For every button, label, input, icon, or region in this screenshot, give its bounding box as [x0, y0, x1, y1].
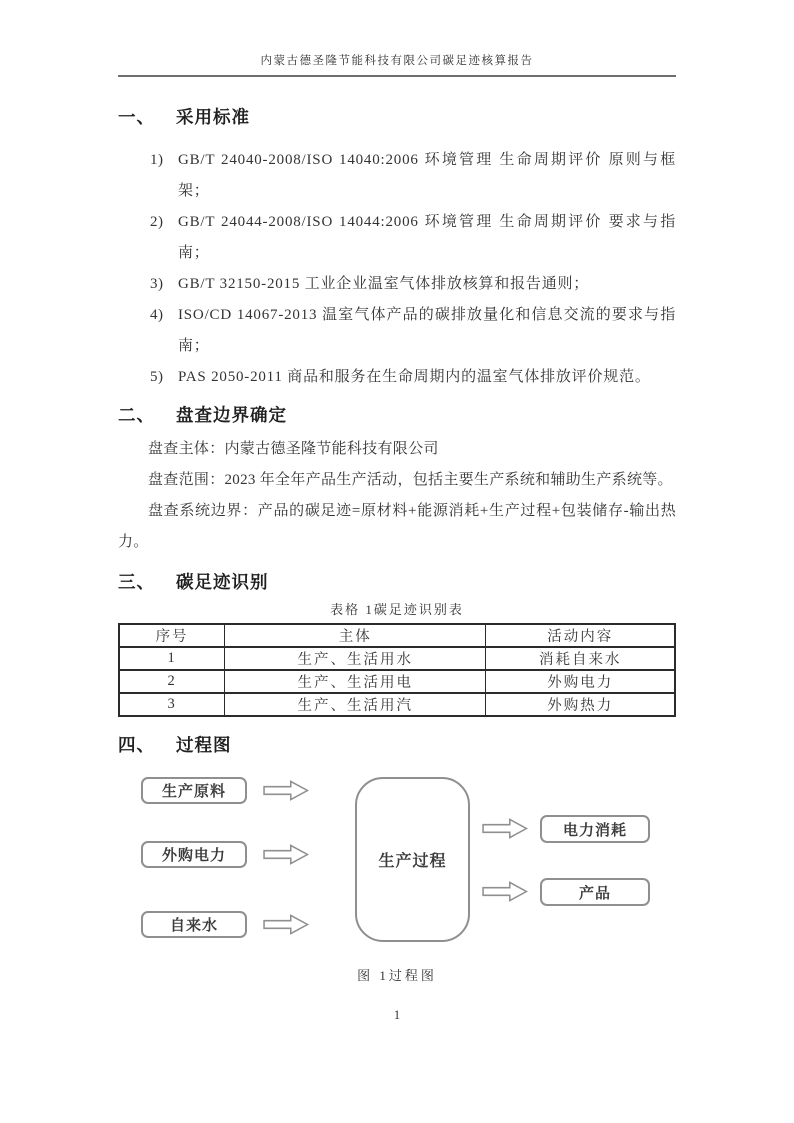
diagram-input-box-tap-water: 自来水 [141, 911, 247, 938]
standard-item-text: GB/T 24044-2008/ISO 14044:2006 环境管理 生命周期评价 要求与指南； [178, 214, 676, 261]
section-title: 盘查边界确定 [176, 405, 287, 425]
section-heading-identification [118, 567, 676, 597]
section-heading-process-diagram [118, 730, 676, 760]
table-row [119, 647, 675, 670]
standard-item-text: ISO/CD 14067-2013 温室气体产品的碳排放量化和信息交流的要求与指南； [178, 307, 676, 354]
diagram-output-box-electricity-consumption: 电力消耗 [540, 815, 650, 843]
standard-item-number: 3) [150, 276, 164, 292]
page-header-title: 内蒙古德圣隆节能科技有限公司碳足迹核算报告 [118, 52, 676, 77]
table-header-subject: 主体 [225, 624, 486, 647]
flow-arrow-icon [262, 780, 310, 801]
diagram-process-box: 生产过程 [355, 777, 470, 942]
section-heading-boundary [118, 400, 676, 430]
table-row [119, 693, 675, 716]
standards-list [118, 145, 676, 393]
table-cell: 生产、生活用汽 [225, 693, 486, 716]
standard-item [118, 362, 676, 393]
table-cell: 1 [119, 647, 225, 670]
flow-arrow-icon [482, 818, 528, 839]
section-title: 碳足迹识别 [176, 572, 269, 592]
diagram-output-box-product: 产品 [540, 878, 650, 906]
section-number: 二、 [118, 405, 155, 425]
flow-arrow-icon [262, 844, 310, 865]
standard-item [118, 207, 676, 269]
table-row [119, 670, 675, 693]
table-cell: 外购电力 [486, 670, 675, 693]
standard-item [118, 300, 676, 362]
standard-item-text: GB/T 32150-2015 工业企业温室气体排放核算和报告通则； [178, 276, 590, 292]
standard-item-number: 1) [150, 152, 164, 168]
standard-item-number: 4) [150, 307, 164, 323]
table-cell: 消耗自来水 [486, 647, 675, 670]
section-number: 四、 [118, 735, 155, 755]
table-cell: 2 [119, 670, 225, 693]
table-cell: 生产、生活用水 [225, 647, 486, 670]
standard-item [118, 269, 676, 300]
section-title: 采用标准 [176, 107, 250, 127]
boundary-scope-paragraph: 盘查范围：2023 年全年产品生产活动，包括主要生产系统和辅助生产系统等。 [148, 472, 673, 488]
diagram-input-box-raw-materials: 生产原料 [141, 777, 247, 804]
table-header-index: 序号 [119, 624, 225, 647]
process-flow-diagram [118, 765, 676, 950]
page-content [118, 96, 676, 1023]
standard-item [118, 145, 676, 207]
footprint-identification-table [118, 623, 676, 717]
table-header-activity: 活动内容 [486, 624, 675, 647]
page-number: 1 [393, 1008, 401, 1022]
flow-arrow-icon [482, 881, 528, 902]
boundary-system-paragraph: 盘查系统边界：产品的碳足迹=原材料+能源消耗+生产过程+包装储存-输出热力。 [118, 503, 676, 550]
figure-caption: 图 1过程图 [357, 968, 437, 983]
flow-arrow-icon [262, 914, 310, 935]
section-number: 一、 [118, 107, 155, 127]
diagram-input-box-purchased-electricity: 外购电力 [141, 841, 247, 868]
table-cell: 3 [119, 693, 225, 716]
standard-item-number: 2) [150, 214, 164, 230]
section-title: 过程图 [176, 735, 232, 755]
boundary-paragraphs [118, 434, 676, 558]
table-cell: 外购热力 [486, 693, 675, 716]
section-number: 三、 [118, 572, 155, 592]
standard-item-text: GB/T 24040-2008/ISO 14040:2006 环境管理 生命周期评价 原则与框架； [178, 152, 676, 199]
table-caption: 表格 1碳足迹识别表 [330, 602, 464, 617]
table-cell: 生产、生活用电 [225, 670, 486, 693]
boundary-subject-paragraph: 盘查主体：内蒙古德圣隆节能科技有限公司 [148, 441, 439, 457]
standard-item-number: 5) [150, 369, 164, 385]
standard-item-text: PAS 2050-2011 商品和服务在生命周期内的温室气体排放评价规范。 [178, 369, 651, 385]
section-heading-standards [118, 102, 676, 132]
table-header-row [119, 624, 675, 647]
